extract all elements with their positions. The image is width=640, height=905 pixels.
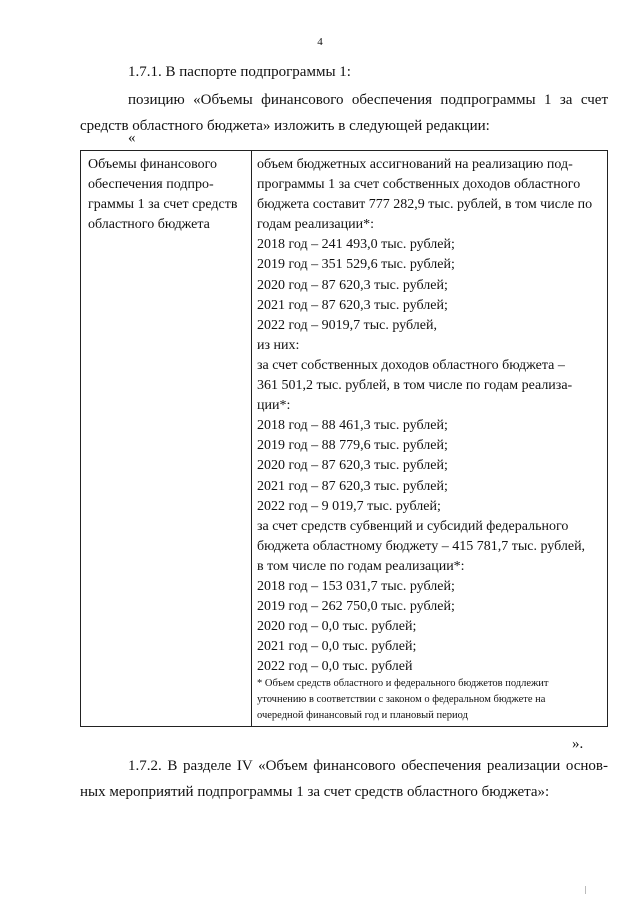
table-column-divider bbox=[251, 151, 252, 726]
right-cell-line: 2018 год – 241 493,0 тыс. рублей; bbox=[257, 237, 455, 253]
right-cell-line: программы 1 за счет собственных доходов областного bbox=[257, 177, 581, 193]
section-1-7-2-line-2: ных мероприятий подпрограммы 1 за счет средств областного бюджета»: bbox=[80, 784, 550, 800]
table-right-cell bbox=[257, 155, 603, 677]
section-1-7-1-heading: 1.7.1. В паспорте подпрограммы 1: bbox=[128, 64, 351, 80]
right-cell-line: 2020 год – 87 620,3 тыс. рублей; bbox=[257, 458, 448, 474]
left-cell-line: обеспечения подпро- bbox=[88, 177, 214, 193]
intro-line-1: позицию «Объемы финансового обеспечения подпрограммы 1 за счет bbox=[128, 92, 608, 108]
subprogram-passport-table bbox=[80, 150, 608, 727]
right-cell-line: годам реализации*: bbox=[257, 217, 374, 233]
page-number: 4 bbox=[317, 36, 323, 48]
footnote-line: уточнению в соответствии с законом о федеральном бюджете на bbox=[257, 694, 546, 705]
right-cell-line: 361 501,2 тыс. рублей, в том числе по годам реализа- bbox=[257, 378, 573, 394]
closing-quote: ». bbox=[572, 736, 584, 752]
right-cell-line: 2019 год – 262 750,0 тыс. рублей; bbox=[257, 599, 455, 615]
scan-mark bbox=[585, 886, 586, 894]
left-cell-line: областного бюджета bbox=[88, 217, 210, 233]
right-cell-line: 2019 год – 351 529,6 тыс. рублей; bbox=[257, 257, 455, 273]
right-cell-line: 2022 год – 0,0 тыс. рублей bbox=[257, 659, 413, 675]
opening-quote: « bbox=[128, 130, 136, 146]
right-cell-line: из них: bbox=[257, 337, 300, 353]
intro-line-2: средств областного бюджета» изложить в следующей редакции: bbox=[80, 118, 490, 134]
right-cell-line: в том числе по годам реализации*: bbox=[257, 558, 465, 574]
right-cell-line: 2020 год – 0,0 тыс. рублей; bbox=[257, 619, 417, 635]
footnote-line: очередной финансовый год и плановый период bbox=[257, 710, 468, 721]
right-cell-line: бюджета составит 777 282,9 тыс. рублей, в том числе по bbox=[257, 197, 593, 213]
footnote-line: * Объем средств областного и федерального бюджетов подлежит bbox=[257, 678, 549, 689]
right-cell-line: бюджета областному бюджету – 415 781,7 тыс. рублей, bbox=[257, 538, 586, 554]
left-cell-line: граммы 1 за счет средств bbox=[88, 197, 238, 213]
right-cell-line: 2022 год – 9 019,7 тыс. рублей; bbox=[257, 498, 441, 514]
right-cell-line: за счет средств субвенций и субсидий федерального bbox=[257, 518, 569, 534]
right-cell-line: 2020 год – 87 620,3 тыс. рублей; bbox=[257, 277, 448, 293]
left-cell-line: Объемы финансового bbox=[88, 157, 217, 172]
right-cell-line: 2018 год – 88 461,3 тыс. рублей; bbox=[257, 418, 448, 434]
table-footnote bbox=[257, 676, 603, 724]
right-cell-line: 2021 год – 0,0 тыс. рублей; bbox=[257, 639, 417, 655]
right-cell-line: 2019 год – 88 779,6 тыс. рублей; bbox=[257, 438, 448, 454]
section-1-7-2-line-1: 1.7.2. В разделе IV «Объем финансового обеспечения реализации основ- bbox=[128, 758, 608, 774]
table-left-cell bbox=[88, 155, 246, 235]
right-cell-line: 2022 год – 9019,7 тыс. рублей, bbox=[257, 317, 437, 333]
right-cell-line: 2021 год – 87 620,3 тыс. рублей; bbox=[257, 297, 448, 313]
right-cell-line: за счет собственных доходов областного бюджета – bbox=[257, 357, 565, 373]
right-cell-line: 2021 год – 87 620,3 тыс. рублей; bbox=[257, 478, 448, 494]
right-cell-line: ции*: bbox=[257, 398, 291, 414]
right-cell-line: 2018 год – 153 031,7 тыс. рублей; bbox=[257, 578, 455, 594]
right-cell-line: объем бюджетных ассигнований на реализацию под- bbox=[257, 157, 573, 172]
